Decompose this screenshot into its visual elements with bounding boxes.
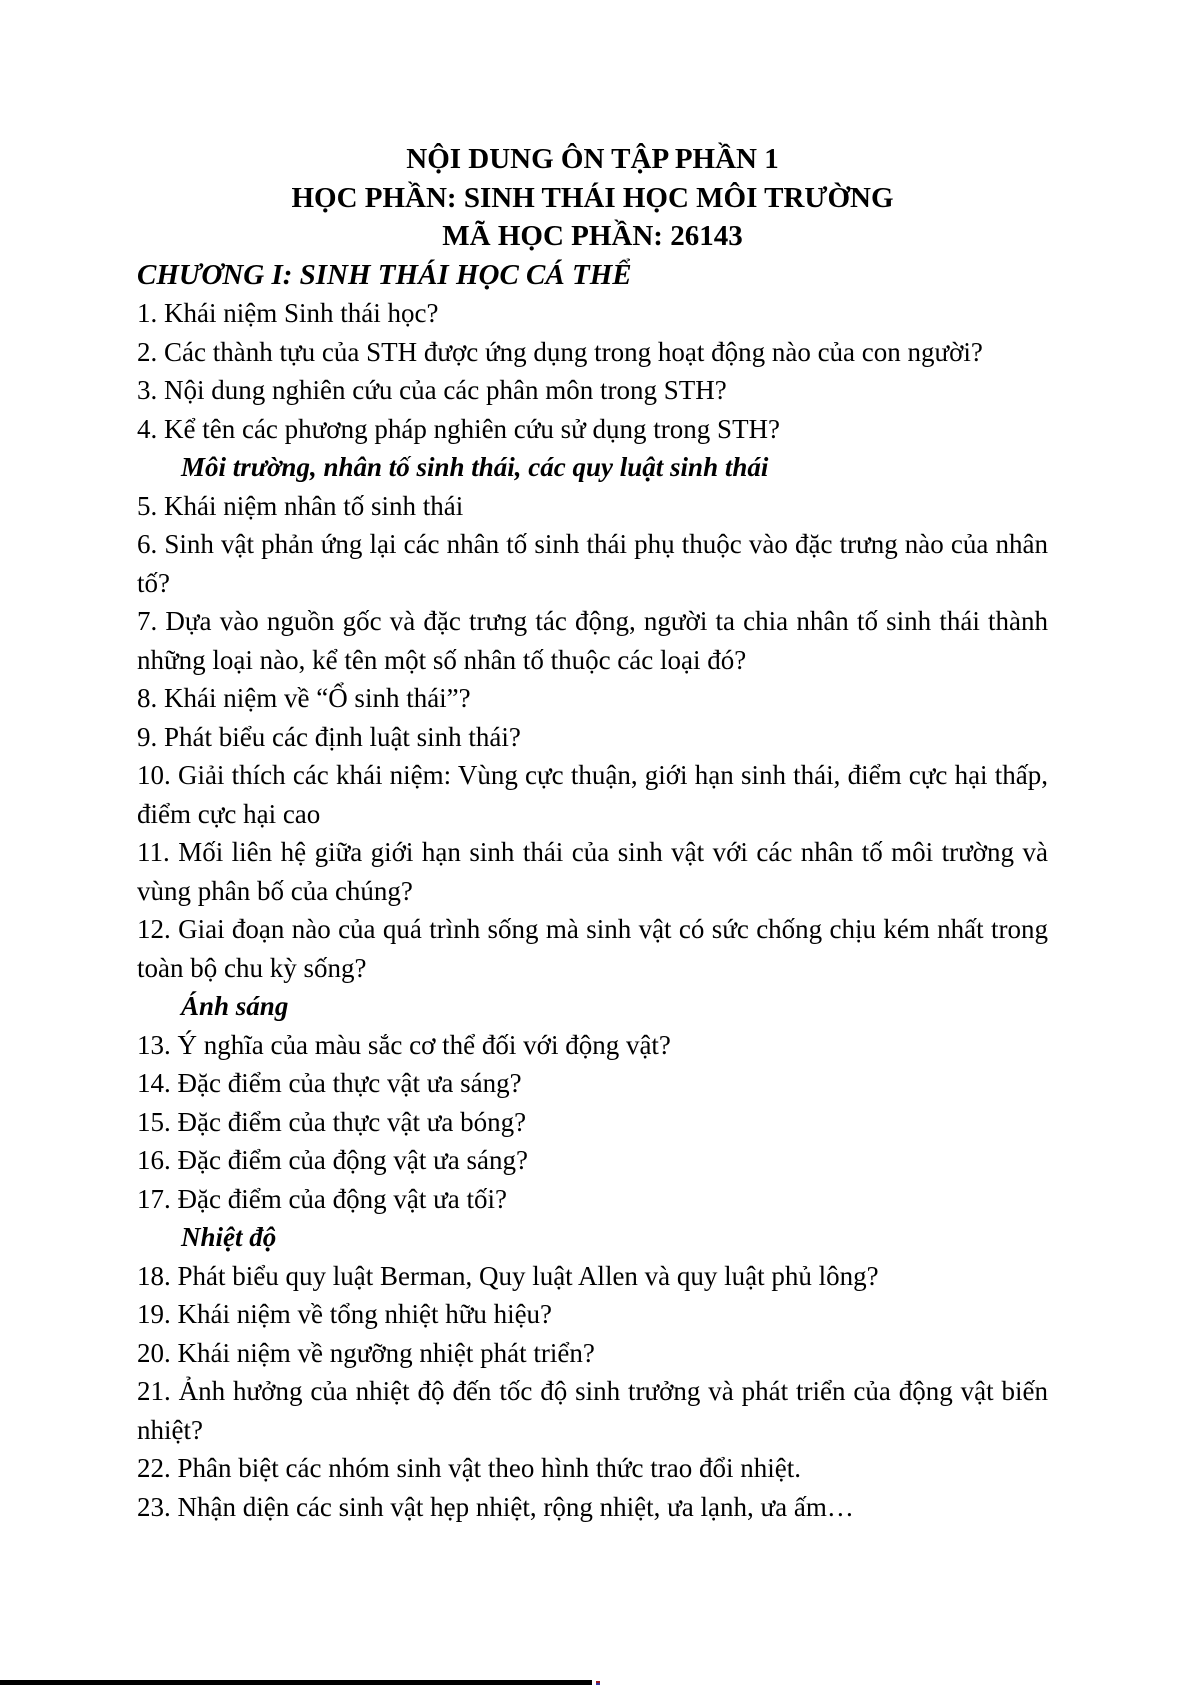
document-title-line-1: NỘI DUNG ÔN TẬP PHẦN 1 — [406, 143, 779, 175]
question-item-3: 3. Nội dung nghiên cứu của các phân môn trong STH? — [137, 375, 727, 405]
question-item-13: 13. Ý nghĩa của màu sắc cơ thể đối với động vật? — [137, 1029, 671, 1060]
question-item-5: 5. Khái niệm nhân tố sinh thái — [137, 490, 464, 521]
question-item-19: 19. Khái niệm về tổng nhiệt hữu hiệu? — [137, 1299, 553, 1329]
question-item-23: 23. Nhận diện các sinh vật hẹp nhiệt, rộng nhiệt, ưa lạnh, ưa ấm… — [137, 1491, 854, 1522]
question-list — [137, 294, 1048, 1526]
question-item-9: 9. Phát biểu các định luật sinh thái? — [137, 721, 521, 752]
question-item-1: 1. Khái niệm Sinh thái học? — [137, 298, 439, 328]
question-item-10: 10. Giải thích các khái niệm: Vùng cực thuận, giới hạn sinh thái, điểm cực hại thấp, điểm cực hại cao — [137, 760, 1048, 829]
chapter-heading: CHƯƠNG I: SINH THÁI HỌC CÁ THỂ — [137, 258, 632, 291]
question-item-15: 15. Đặc điểm của thực vật ưa bóng? — [137, 1106, 527, 1137]
section-subheading: Môi trường, nhân tố sinh thái, các quy luật sinh thái — [181, 452, 769, 482]
document-title-line-2: HỌC PHẦN: SINH THÁI HỌC MÔI TRƯỜNG — [291, 181, 894, 214]
question-item-14: 14. Đặc điểm của thực vật ưa sáng? — [137, 1068, 522, 1098]
question-item-6: 6. Sinh vật phản ứng lại các nhân tố sinh thái phụ thuộc vào đặc trưng nào của nhân tố? — [137, 529, 1048, 598]
question-item-18: 18. Phát biểu quy luật Berman, Quy luật Allen và quy luật phủ lông? — [137, 1260, 879, 1291]
question-item-12: 12. Giai đoạn nào của quá trình sống mà sinh vật có sức chống chịu kém nhất trong toàn bộ chu kỳ sống? — [137, 914, 1048, 983]
footnote-separator-line — [0, 1680, 592, 1685]
question-item-7: 7. Dựa vào nguồn gốc và đặc trưng tác động, người ta chia nhân tố sinh thái thành những loại nào, kể tên một số nhân tố thuộc các loại đó? — [137, 606, 1048, 675]
document-title-line-3: MÃ HỌC PHẦN: 26143 — [442, 220, 743, 252]
question-item-17: 17. Đặc điểm của động vật ưa tối? — [137, 1183, 508, 1214]
question-item-21: 21. Ảnh hưởng của nhiệt độ đến tốc độ sinh trưởng và phát triển của động vật biến nhiệt? — [137, 1376, 1048, 1445]
document-body — [137, 140, 1048, 1526]
question-item-11: 11. Mối liên hệ giữa giới hạn sinh thái của sinh vật với các nhân tố môi trường và vùng phân bố của chúng? — [137, 837, 1048, 906]
question-item-16: 16. Đặc điểm của động vật ưa sáng? — [137, 1145, 528, 1175]
question-item-4: 4. Kể tên các phương pháp nghiên cứu sử dụng trong STH? — [137, 413, 781, 444]
question-item-22: 22. Phân biệt các nhóm sinh vật theo hình thức trao đổi nhiệt. — [137, 1453, 802, 1483]
footnote-artifact-dot — [596, 1681, 600, 1685]
question-item-20: 20. Khái niệm về ngưỡng nhiệt phát triển? — [137, 1337, 595, 1368]
question-item-8: 8. Khái niệm về “Ổ sinh thái”? — [137, 683, 471, 713]
question-item-2: 2. Các thành tựu của STH được ứng dụng trong hoạt động nào của con người? — [137, 336, 983, 367]
section-subheading: Nhiệt độ — [181, 1222, 277, 1252]
section-subheading: Ánh sáng — [181, 991, 289, 1021]
